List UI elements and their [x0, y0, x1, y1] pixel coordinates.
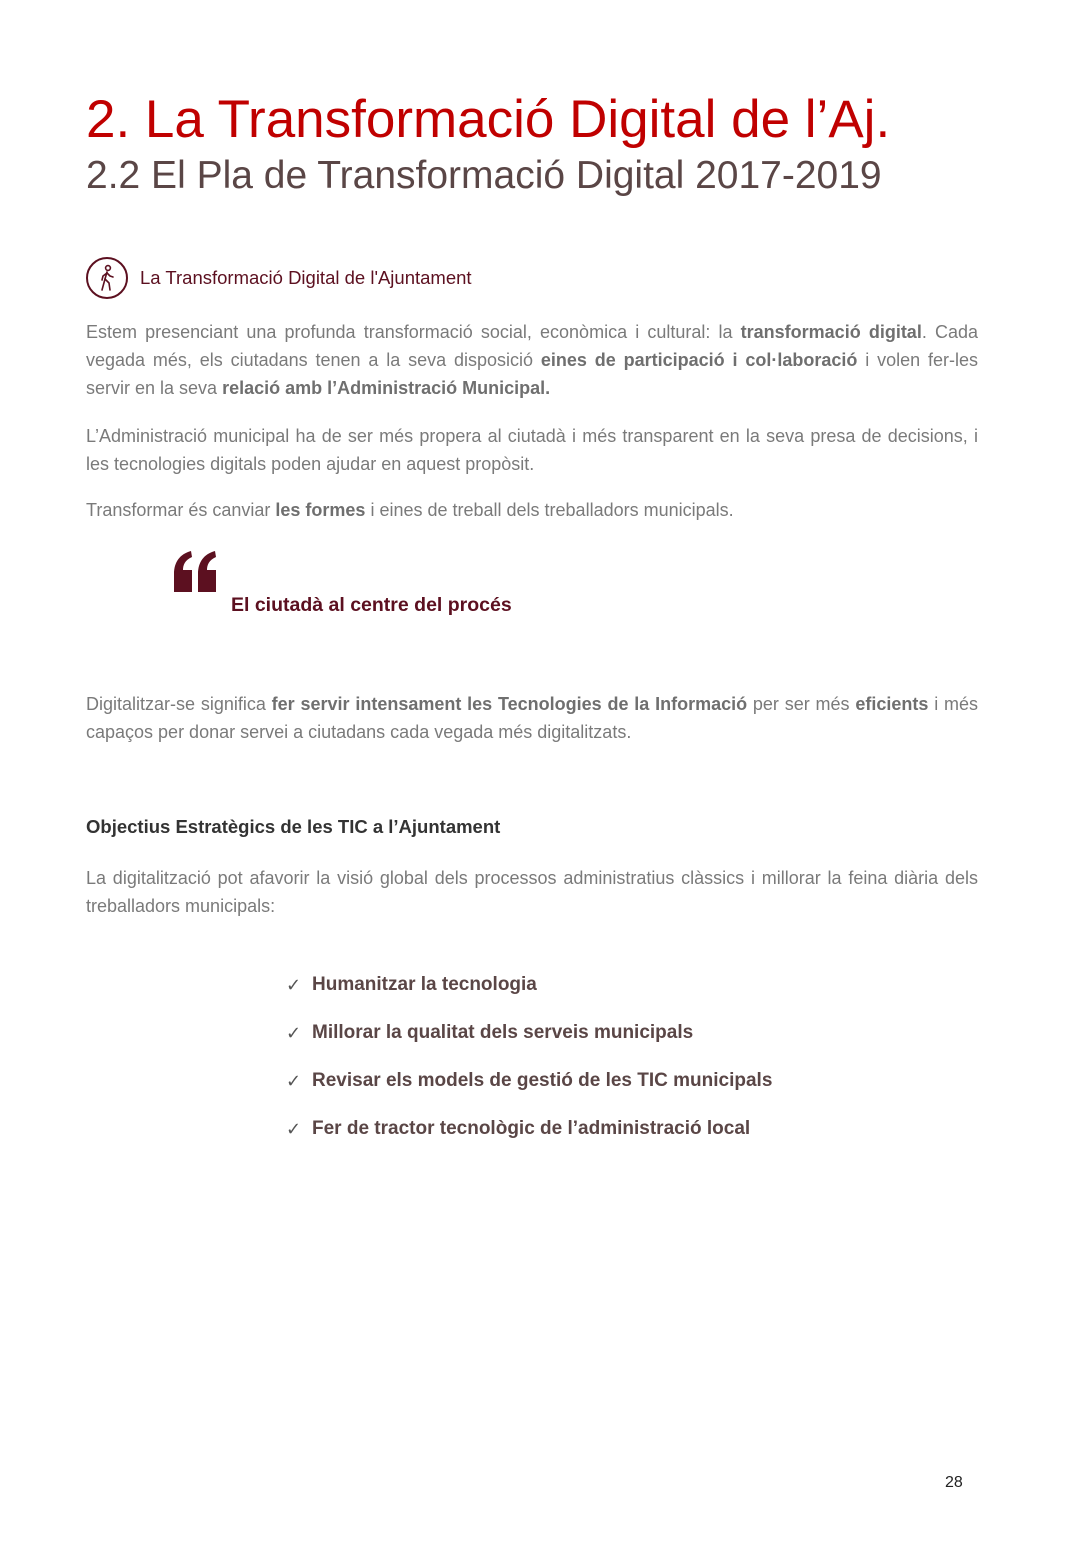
emphasis-text: fer servir intensament les Tecnologies de la Informació: [271, 694, 748, 714]
paragraph-transform: [86, 496, 978, 524]
checkmark-icon: ✓: [286, 974, 302, 995]
list-item-text: Revisar els models de gestió de les TIC municipals: [312, 1070, 773, 1091]
paragraph-text: i volen fer-les servir en la seva: [86, 350, 978, 398]
list-item: [286, 970, 772, 1000]
page-title: 2. La Transformació Digital de l’Aj.: [86, 90, 891, 149]
emphasis-text: eficients: [855, 694, 929, 714]
list-item: [286, 1018, 772, 1048]
checkmark-icon: ✓: [286, 1070, 302, 1091]
section-heading-row: [86, 254, 472, 302]
quote-text: El ciutadà al centre del procés: [231, 594, 512, 616]
paragraph-text: . Cada vegada més, els ciutadans tenen a la seva disposició: [86, 322, 978, 370]
page-subtitle: 2.2 El Pla de Transformació Digital 2017-2019: [86, 154, 882, 197]
checkmark-icon: ✓: [286, 1022, 302, 1043]
paragraph-digitalize: [86, 690, 978, 746]
walking-person-icon: [86, 257, 128, 299]
objectives-list: [286, 970, 772, 1162]
paragraph-text: per ser més: [747, 694, 856, 714]
list-item-text: Humanitzar la tecnologia: [312, 974, 537, 995]
paragraph-text: i més capaços per donar servei a ciutadans cada vegada més digitalitzats.: [86, 694, 979, 742]
emphasis-text: relació amb l’Administració Municipal.: [222, 378, 551, 398]
objectives-intro: La digitalització pot afavorir la visió global dels processos administratius clàssics i millorar la feina diària dels treballadors municipals:: [86, 868, 978, 916]
page-number: 28: [945, 1474, 963, 1491]
quote-icon: [172, 550, 218, 594]
checkmark-icon: ✓: [286, 1118, 302, 1139]
paragraph-text: Digitalitzar-se significa: [86, 694, 272, 714]
section-heading: La Transformació Digital de l'Ajuntament: [140, 267, 472, 288]
list-item-text: Fer de tractor tecnològic de l’administració local: [312, 1118, 751, 1139]
paragraph-text: Transformar és canviar: [86, 500, 276, 520]
list-item: [286, 1066, 772, 1096]
paragraph-administration: L’Administració municipal ha de ser més propera al ciutadà i més transparent en la seva presa de decisions, i les tecnologies digitals poden ajudar en aquest propòsit.: [86, 426, 978, 474]
list-item: [286, 1114, 772, 1144]
emphasis-text: transformació digital: [740, 322, 922, 342]
objectives-title: Objectius Estratègics de les TIC a l’Ajuntament: [86, 816, 501, 837]
paragraph-text: i eines de treball dels treballadors municipals.: [365, 500, 734, 520]
emphasis-text: eines de participació i col·laboració: [540, 350, 858, 370]
paragraph-text: Estem presenciant una profunda transformació social, econòmica i cultural: la: [86, 322, 741, 342]
paragraph-intro: [86, 318, 978, 402]
emphasis-text: les formes: [275, 500, 366, 520]
list-item-text: Millorar la qualitat dels serveis municipals: [312, 1022, 694, 1043]
